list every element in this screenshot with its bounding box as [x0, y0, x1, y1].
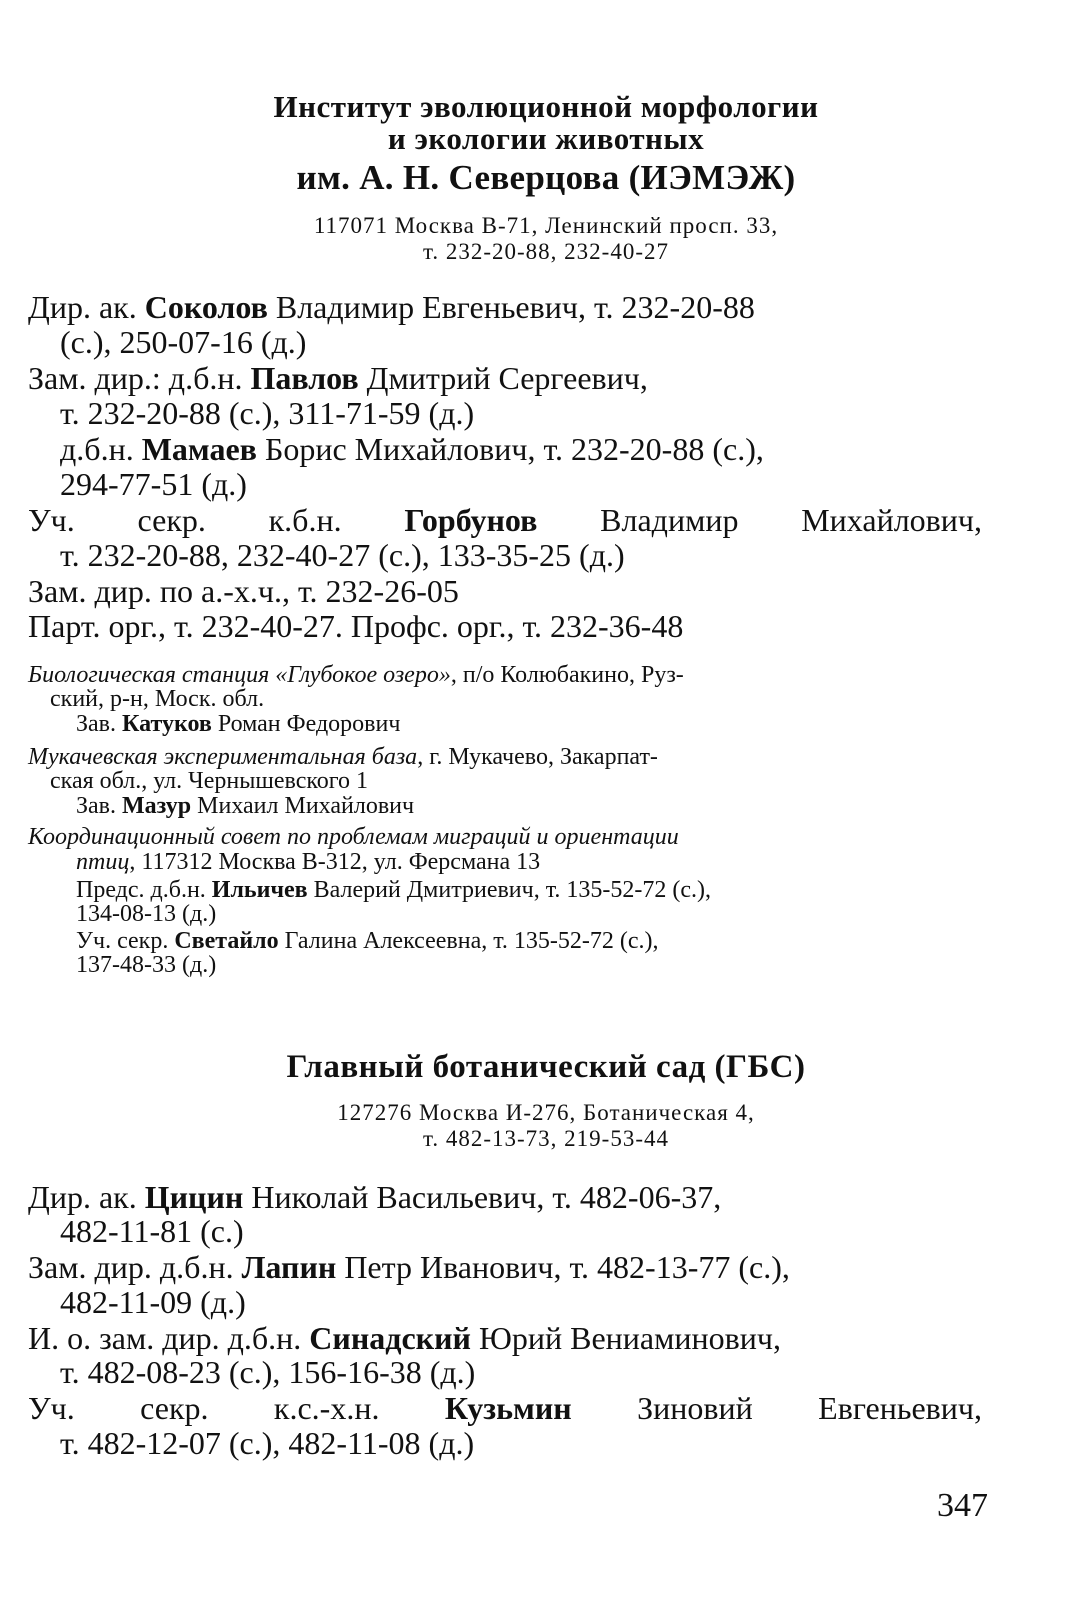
garden-director-line: Дир. ак. Цицин Николай Васильевич, т. 482-06-37, [28, 1179, 722, 1215]
secretary-phones: т. 232-20-88, 232-40-27 (с.), 133-35-25 (д.) [60, 537, 625, 573]
deputy-director-2-phones: 294-77-51 (д.) [60, 466, 247, 502]
garden-secretary-line: Уч. секр. к.с.-х.н. Кузьмин Зиновий Евгеньевич, [28, 1390, 982, 1426]
subdivision-3-line-2: птиц, 117312 Москва В-312, ул. Ферсмана 13 [76, 849, 541, 875]
deputy-director-line: Зам. дир.: д.б.н. Павлов Дмитрий Сергеевич, [28, 360, 648, 396]
subdivision-2-head: Зав. Мазур Михаил Михайлович [76, 793, 415, 819]
secretary-name: Горбунов [404, 502, 538, 538]
subdivision-3-line-1: Координационный совет по проблемам миграций и ориентации [28, 824, 679, 850]
subdivision-2-line-1: Мукачевская экспериментальная база, г. Мукачево, Закарпат- [28, 744, 658, 770]
subdivision-2-line-2: ская обл., ул. Чернышевского 1 [50, 768, 369, 794]
garden-director-phones: 482-11-81 (с.) [60, 1213, 244, 1249]
page-number: 347 [937, 1487, 988, 1524]
garden-phones: т. 482-13-73, 219-53-44 [423, 1126, 669, 1151]
subdivision-1-line-1: Биологическая станция «Глубокое озеро», п/о Колюбакино, Руз- [28, 662, 684, 688]
garden-title: Главный ботанический сад (ГБС) [286, 1049, 806, 1085]
institute-address: 117071 Москва В-71, Ленинский просп. 33, [313, 213, 779, 238]
institute-title-line-1: Институт эволюционной морфологии [273, 89, 819, 124]
secretary-line: Уч. секр. к.б.н. Горбунов Владимир Михайлович, [28, 502, 982, 538]
director-line: Дир. ак. Соколов Владимир Евгеньевич, т. 232-20-88 [28, 289, 755, 325]
garden-acting-deputy-line: И. о. зам. дир. д.б.н. Синадский Юрий Вениаминович, [28, 1320, 781, 1356]
institute-phones: т. 232-20-88, 232-40-27 [423, 239, 669, 264]
garden-address: 127276 Москва И-276, Ботаническая 4, [337, 1100, 755, 1125]
director-name: Соколов [144, 289, 268, 325]
deputy-director-ahch: Зам. дир. по а.-х.ч., т. 232-26-05 [28, 573, 459, 609]
director-phones: (с.), 250-07-16 (д.) [60, 324, 307, 360]
party-union-org: Парт. орг., т. 232-40-27. Профс. орг., т. 232-36-48 [28, 608, 684, 644]
deputy-director-2-line: д.б.н. Мамаев Борис Михайлович, т. 232-20-88 (с.), [60, 431, 764, 467]
deputy-director-phones: т. 232-20-88 (с.), 311-71-59 (д.) [60, 395, 475, 431]
garden-deputy-phones: 482-11-09 (д.) [60, 1284, 246, 1320]
subdivision-3-secretary-phones: 137-48-33 (д.) [76, 952, 217, 978]
subdivision-3-secretary: Уч. секр. Светайло Галина Алексеевна, т. 135-52-72 (с.), [76, 928, 659, 954]
garden-secretary-name: Кузьмин [444, 1390, 572, 1426]
garden-acting-deputy-phones: т. 482-08-23 (с.), 156-16-38 (д.) [60, 1354, 476, 1390]
garden-acting-deputy-name: Синадский [309, 1320, 471, 1356]
subdivision-3-chair: Предс. д.б.н. Ильичев Валерий Дмитриевич, т. 135-52-72 (с.), [76, 877, 712, 903]
subdivision-1-head: Зав. Катуков Роман Федорович [76, 711, 401, 737]
garden-director-name: Цицин [144, 1179, 244, 1215]
garden-deputy-line: Зам. дир. д.б.н. Лапин Петр Иванович, т. 482-13-77 (с.), [28, 1249, 790, 1285]
subdivision-3-chair-phones: 134-08-13 (д.) [76, 901, 217, 927]
deputy-director-2-name: Мамаев [141, 431, 257, 467]
institute-title-line-3: им. А. Н. Северцова (ИЭМЭЖ) [296, 158, 796, 197]
deputy-director-name: Павлов [250, 360, 359, 396]
garden-deputy-name: Лапин [241, 1249, 337, 1285]
subdivision-1-line-2: ский, р-н, Моск. обл. [50, 686, 265, 712]
institute-title-line-2: и экологии животных [387, 121, 705, 156]
garden-secretary-phones: т. 482-12-07 (с.), 482-11-08 (д.) [60, 1425, 475, 1461]
